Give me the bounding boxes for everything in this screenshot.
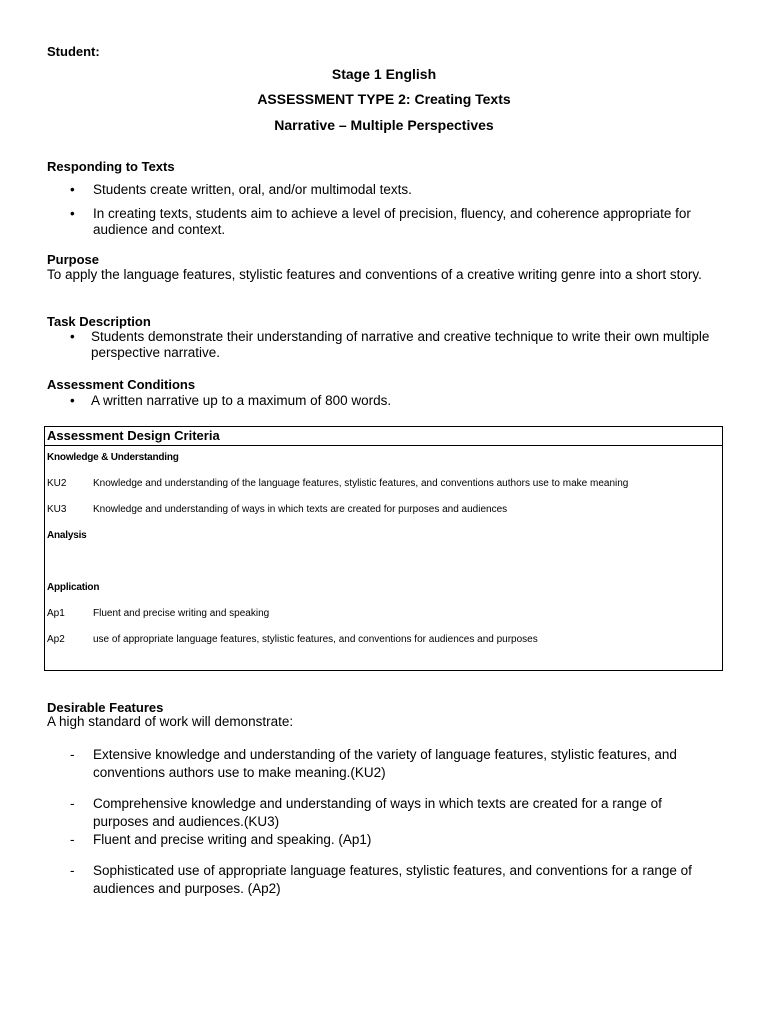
bullet-glyph: •	[70, 393, 75, 408]
criteria-table	[44, 426, 723, 671]
assessment-type-title: ASSESSMENT TYPE 2: Creating Texts	[257, 91, 511, 107]
desirable-intro: A high standard of work will demonstrate:	[47, 714, 294, 729]
task-heading: Task Description	[47, 314, 151, 329]
bullet-text: Students create written, oral, and/or multimodal texts.	[93, 182, 412, 197]
dash-glyph: -	[70, 796, 75, 811]
criteria-description: Knowledge and understanding of the language features, stylistic features, and conventions authors use to make meaning	[93, 478, 629, 489]
desirable-item-text: Comprehensive knowledge and understanding of ways in which texts are created for a range of purposes and audiences.(KU3)	[93, 796, 662, 829]
purpose-text: To apply the language features, stylistic features and conventions of a creative writing genre into a short story.	[47, 267, 702, 282]
criteria-section-title: Analysis	[47, 530, 87, 541]
purpose-heading: Purpose	[47, 252, 100, 267]
criteria-code: Ap1	[47, 608, 65, 619]
desirable-heading: Desirable Features	[47, 700, 164, 715]
dash-glyph: -	[70, 863, 75, 878]
responding-heading: Responding to Texts	[47, 159, 175, 174]
bullet-glyph: •	[70, 329, 75, 344]
desirable-item-text: Sophisticated use of appropriate language features, stylistic features, and conventions for a range of audiences and purposes. (Ap2)	[93, 863, 692, 896]
criteria-code: KU2	[47, 478, 67, 489]
conditions-heading: Assessment Conditions	[47, 377, 196, 392]
bullet-glyph: •	[70, 182, 75, 197]
criteria-description: Knowledge and understanding of ways in which texts are created for purposes and audiences	[93, 504, 508, 515]
criteria-description: Fluent and precise writing and speaking	[93, 608, 270, 619]
criteria-description: use of appropriate language features, stylistic features, and conventions for audiences and purposes	[93, 634, 538, 645]
criteria-section-title: Application	[47, 582, 100, 593]
bullet-glyph: •	[70, 206, 75, 221]
course-title: Stage 1 English	[331, 66, 437, 82]
desirable-item-text: Extensive knowledge and understanding of the variety of language features, stylistic features, and conventions authors use to make meaning.(KU2)	[93, 747, 677, 780]
bullet-text: A written narrative up to a maximum of 800 words.	[91, 393, 392, 408]
bullet-text: Students demonstrate their understanding of narrative and creative technique to write their own multiple perspective narrative.	[91, 329, 710, 360]
task-subtitle: Narrative – Multiple Perspectives	[274, 117, 494, 133]
criteria-code: Ap2	[47, 634, 65, 645]
student-label: Student:	[47, 44, 100, 59]
dash-glyph: -	[70, 832, 75, 847]
bullet-text: In creating texts, students aim to achieve a level of precision, fluency, and coherence appropriate for audience and context.	[93, 206, 691, 237]
criteria-code: KU3	[47, 504, 67, 515]
desirable-item-text: Fluent and precise writing and speaking. (Ap1)	[93, 832, 372, 847]
criteria-section-title: Knowledge & Understanding	[47, 452, 179, 463]
dash-glyph: -	[70, 747, 75, 762]
criteria-heading: Assessment Design Criteria	[45, 427, 722, 446]
